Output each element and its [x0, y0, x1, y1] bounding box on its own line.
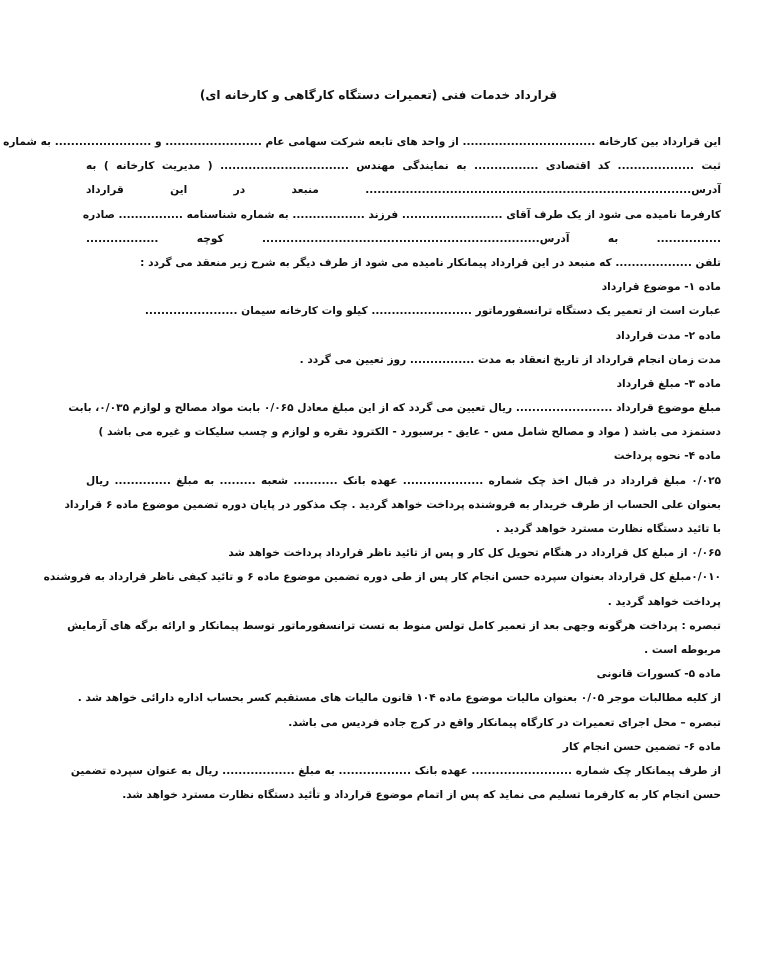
- document-line: ماده ۲- مدت قرارداد: [615, 329, 721, 342]
- document-line: ................ به آدرس..................................................................... کوچه ..................: [86, 232, 721, 245]
- document-line: آدرس................................................................................. منبعد در این قرارداد: [86, 184, 721, 197]
- document-line: تبصره – محل اجرای تعمیرات در کارگاه پیمانکار واقع در کرج جاده فردیس می باشد.: [288, 716, 721, 729]
- document-line: مبلغ موضوع قرارداد ........................ ریال تعیین می گردد که از این مبلغ معادل ۰/۰۶۵ بابت مواد مصالح و لوازم ۰/۰۳۵، بابت: [68, 402, 721, 415]
- document-title: قرارداد خدمات فنی (تعمیرات دستگاه کارگاهی و کارخانه ای): [199, 88, 558, 102]
- document-line: تبصره : پرداخت هرگونه وجهی بعد از تعمیر کامل تولس منوط به تست ترانسفورماتور توسط پیمانکار و ارائه برگه های آزمایش: [67, 619, 721, 632]
- document-line: عبارت است از تعمیر یک دستگاه ترانسفورماتور ......................... کیلو وات کارخانه سیمان .......................: [144, 305, 721, 318]
- document-line: با تائید دستگاه نظارت مسترد خواهد گردید .: [495, 523, 721, 535]
- document-line: کارفرما نامیده می شود از یک طرف آقای ......................... فرزند .................. به شماره شناسنامه ................ صادره: [82, 208, 721, 221]
- document-line: مربوطه است .: [644, 643, 721, 656]
- document-line: ماده ۱- موضوع قرارداد: [601, 281, 721, 294]
- document-line: از طرف پیمانکار چک شماره ......................... عهده بانک .................. به مبلغ .................. ریال به عنوان سپرده تضمین: [70, 764, 721, 777]
- document-line: این قرارداد بین کارخانه ................................. از واحد های تابعه شرکت سهامی عام ........................ و ........................ به شماره: [3, 136, 721, 148]
- document-line: بعنوان علی الحساب از طرف خریدار به فروشنده پرداخت خواهد گردید . چک مذکور در پایان دوره تضمین موضوع ماده ۶ قرارداد: [64, 498, 721, 511]
- document-line: ۰/۰۶۵ از مبلغ کل قرارداد در هنگام تحویل کل کار و پس از تائید ناظر قرارداد پرداخت خواهد شد: [228, 547, 721, 560]
- document-line: ماده ۳- مبلغ قرارداد: [616, 377, 721, 390]
- document-line: ماده ۴- نحوه پرداخت: [613, 450, 721, 463]
- document-line: ماده ۵- کسورات قانونی: [596, 668, 721, 681]
- document-line: ثبت ................... کد اقتصادی ................ به نمایندگی مهندس ................................ ( مدیریت کارخانه ) به: [86, 160, 721, 173]
- document-line: ۰/۰۱۰مبلغ کل قرارداد بعنوان سپرده حسن انجام کار پس از طی دوره تضمین موضوع ماده ۶ و تائید کیفی ناظر قرارداد به فروشنده: [43, 571, 721, 584]
- document-line: از کلیه مطالبات موجر ۰/۰۵ بعنوان مالیات موضوع ماده ۱۰۴ قانون مالیات های مستقیم کسر بحساب اداره دارائی خواهد شد .: [77, 692, 721, 705]
- document-line: ماده ۶- تضمین حسن انجام کار: [562, 740, 721, 753]
- document-line: حسن انجام کار به کارفرما تسلیم می نماید که پس از اتمام موضوع قرارداد و تأئید دستگاه نظارت مسترد خواهد شد.: [122, 789, 721, 802]
- document-line: ۰/۰۲۵ مبلغ قرارداد در قبال اخذ چک شماره .................... عهده بانک ........... شعبه ......... به مبلغ .............. ریال: [86, 474, 721, 487]
- document-line: پرداخت خواهد گردید .: [607, 595, 721, 608]
- document-line: مدت زمان انجام قرارداد از تاریخ انعقاد به مدت ................ روز تعیین می گردد .: [299, 353, 721, 366]
- document-body: [3, 130, 721, 807]
- document-line: دستمزد می باشد ( مواد و مصالح شامل مس - عایق - برسبورد - الکترود نقره و لوازم و چسب سلیکات و غیره می باشد ): [98, 426, 721, 439]
- document-line: تلفن ................... که منبعد در این قرارداد پیمانکار نامیده می شود از طرف دیگر به شرح زیر منعقد می گردد :: [140, 256, 721, 269]
